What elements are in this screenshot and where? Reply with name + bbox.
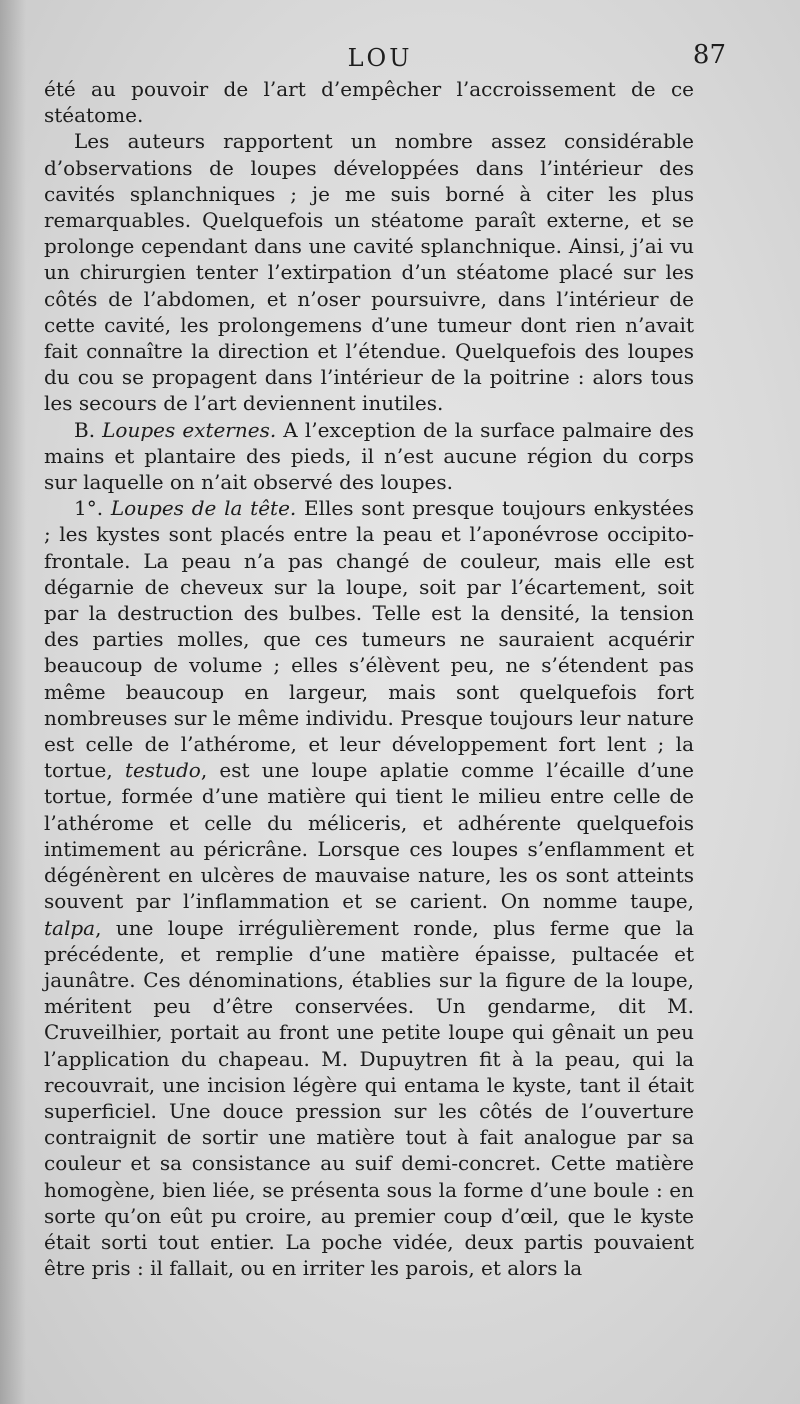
paragraph — [44, 417, 694, 496]
text-run: , une loupe irrégulièrement ronde, plus ferme que la précédente, et remplie d’une matière épaisse, pultacée et jaunâtre. Ces dénominations, établies sur la figure de la loupe, méritent peu d’être conservées. Un gendarme, dit M. Cruveilhier, portait au front une petite loupe qui gênait un peu l’application du chapeau. M. Dupuytren fit à la peau, qui la recouvrait, une incision légère qui entama le kyste, tant il était superficiel. Une douce pression sur les côtés de l’ouverture contraignit de sortir une matière tout à fait analogue par sa couleur et sa consistance au suif demi-concret. Cette matière homogène, bien liée, se présenta sous la forme d’une boule : en sorte qu’on eût pu croire, au premier coup d’œil, que le kyste était sorti tout entier. La poche vidée, deux partis pouvaient être pris : il fallait, ou en irriter les parois, et alors la — [44, 915, 694, 1281]
text-run: été au pouvoir de l’art d’empêcher l’accroissement de ce stéatome. — [44, 77, 694, 128]
latin-term: talpa — [44, 915, 96, 940]
paragraph — [44, 76, 694, 128]
body-text — [44, 76, 694, 1281]
text-run: 1°. — [74, 496, 111, 521]
gutter-shadow — [0, 0, 26, 1404]
section-heading-italic: Loupes de la tête. — [110, 496, 297, 521]
latin-term: testudo — [124, 758, 201, 783]
text-run: Elles sont presque toujours enkystées ; les kystes sont placés entre la peau et l’aponévrose occipito-frontale. La peau n’a pas changé de couleur, mais elle est dégarnie de cheveux sur la loupe, soit par l’écartement, soit par la destruction des bulbes. Telle est la densité, la tension des parties molles, que ces tumeurs ne sauraient acquérir beaucoup de volume ; elles s’élèvent peu, ne s’étendent pas même beaucoup en largeur, mais sont quelquefois fort nombreuses sur le même individu. Presque toujours leur nature est celle de l’athérome, et leur développement fort lent ; la tortue, — [44, 496, 694, 783]
text-run: Les auteurs rapportent un nombre assez considérable d’observations de loupes développées dans l’intérieur des cavités splanchniques ; je me suis borné à citer les plus remarquables. Quelquefois un stéatome paraît externe, et se prolonge cependant dans une cavité splanchnique. Ainsi, j’ai vu un chirurgien tenter l’extirpation d’un stéatome placé sur les côtés de l’abdomen, et n’oser poursuivre, dans l’intérieur de cette cavité, les prolongemens d’une tumeur dont rien n’avait fait connaître la direction et l’étendue. Quelquefois des loupes du cou se propagent dans l’intérieur de la poitrine : alors tous les secours de l’art deviennent inutiles. — [44, 129, 694, 416]
text-run: B. — [74, 417, 103, 442]
text-run: , est une loupe aplatie comme l’écaille d’une tortue, formée d’une matière qui tient le milieu entre celle de l’athérome et celle du méliceris, et adhérente quelquefois intimement au péricrâne. Lorsque ces loupes s’enflamment et dégénèrent en ulcères de mauvaise nature, les os sont atteints souvent par l’inflammation et se carient. On nomme taupe, — [44, 758, 694, 914]
text-run: A l’exception de la surface palmaire des mains et plantaire des pieds, il n’est aucune région du corps sur laquelle on n’ait observé des loupes. — [44, 417, 694, 495]
paragraph — [44, 495, 694, 1281]
section-heading-italic: Loupes externes. — [102, 417, 277, 442]
page-number: 87 — [692, 40, 726, 70]
page-header — [40, 38, 726, 74]
paragraph — [44, 128, 694, 416]
running-head: LOU — [347, 44, 413, 72]
